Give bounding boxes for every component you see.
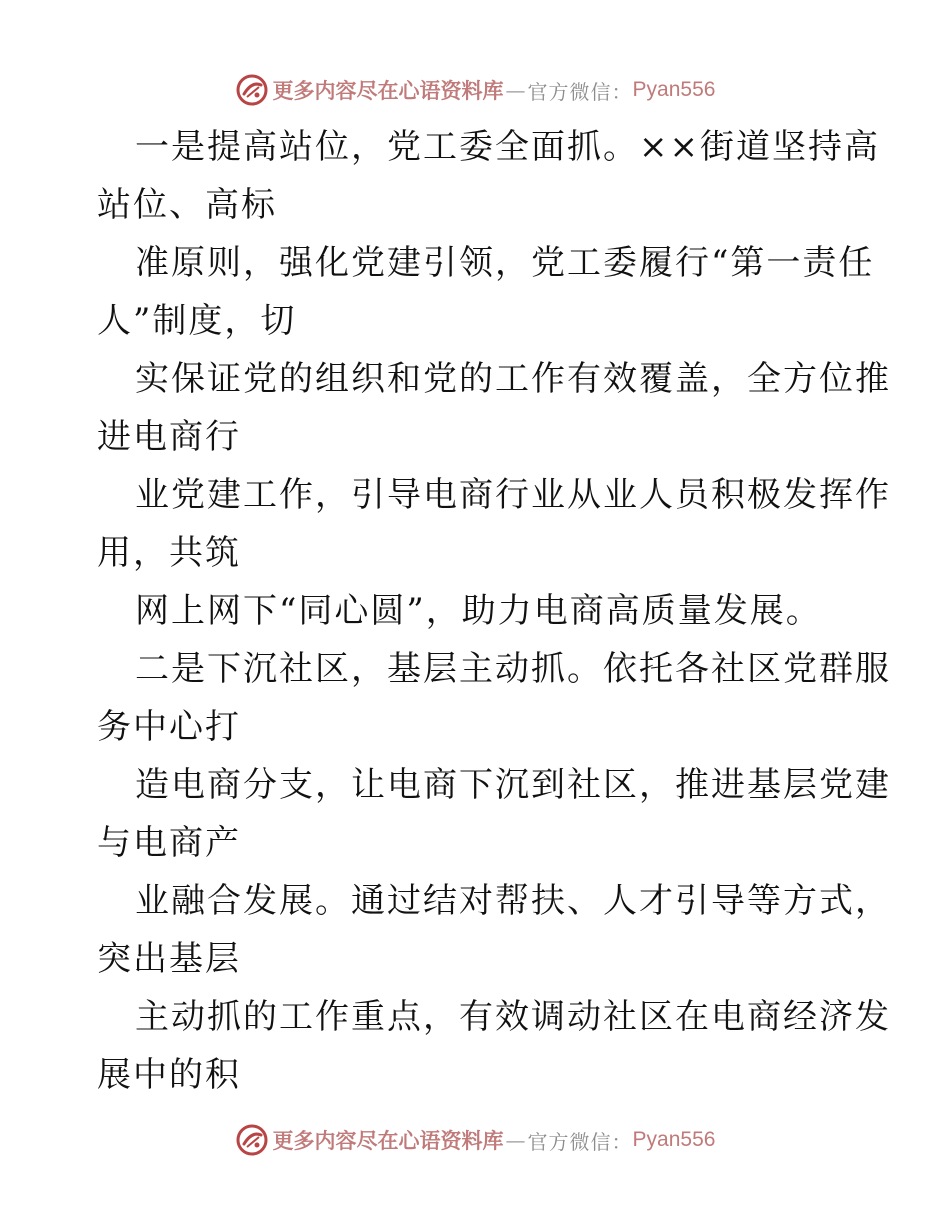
body-line: 二是下沉社区，基层主动抓。依托各社区党群服 (135, 649, 891, 689)
body-line: 进电商行 (97, 417, 241, 457)
body-line: 业融合发展。通过结对帮扶、人才引导等方式， (135, 881, 891, 921)
header-watermark (0, 72, 950, 108)
watermark-site-text: 更多内容尽在心语资料库 (272, 78, 504, 103)
body-line: 一是提高站位，党工委全面抓。××街道坚持高 (135, 127, 880, 167)
watermark-wechat-id: Pyan556 (632, 1128, 716, 1151)
body-line: 展中的积 (97, 1055, 241, 1095)
watermark-dash: — (505, 78, 526, 102)
watermark-wechat-label: 官方微信： (527, 79, 633, 104)
body-line: 站位、高标 (97, 185, 277, 225)
watermark-wechat-label: 官方微信： (527, 1129, 633, 1154)
red-seal-logo-icon (235, 1123, 269, 1157)
body-line: 造电商分支，让电商下沉到社区，推进基层党建 (135, 765, 891, 805)
document-body (97, 118, 891, 1104)
body-line: 与电商产 (97, 823, 241, 863)
body-line: 主动抓的工作重点，有效调动社区在电商经济发 (135, 997, 891, 1037)
body-line: 务中心打 (97, 707, 241, 747)
body-line: 业党建工作，引导电商行业从业人员积极发挥作 (135, 475, 891, 515)
body-line: 准原则，强化党建引领，党工委履行“第一责任 (135, 243, 875, 283)
body-line: 网上网下“同心圆”，助力电商高质量发展。 (135, 591, 822, 631)
body-line: 突出基层 (97, 939, 241, 979)
footer-watermark (0, 1122, 950, 1158)
body-line: 人”制度，切 (97, 301, 297, 341)
body-line: 实保证党的组织和党的工作有效覆盖，全方位推 (135, 359, 891, 399)
watermark-wechat-id: Pyan556 (632, 78, 716, 101)
watermark-dash: — (505, 1128, 526, 1152)
body-line: 用，共筑 (97, 533, 241, 573)
watermark-site-text: 更多内容尽在心语资料库 (272, 1128, 504, 1153)
red-seal-logo-icon (235, 73, 269, 107)
